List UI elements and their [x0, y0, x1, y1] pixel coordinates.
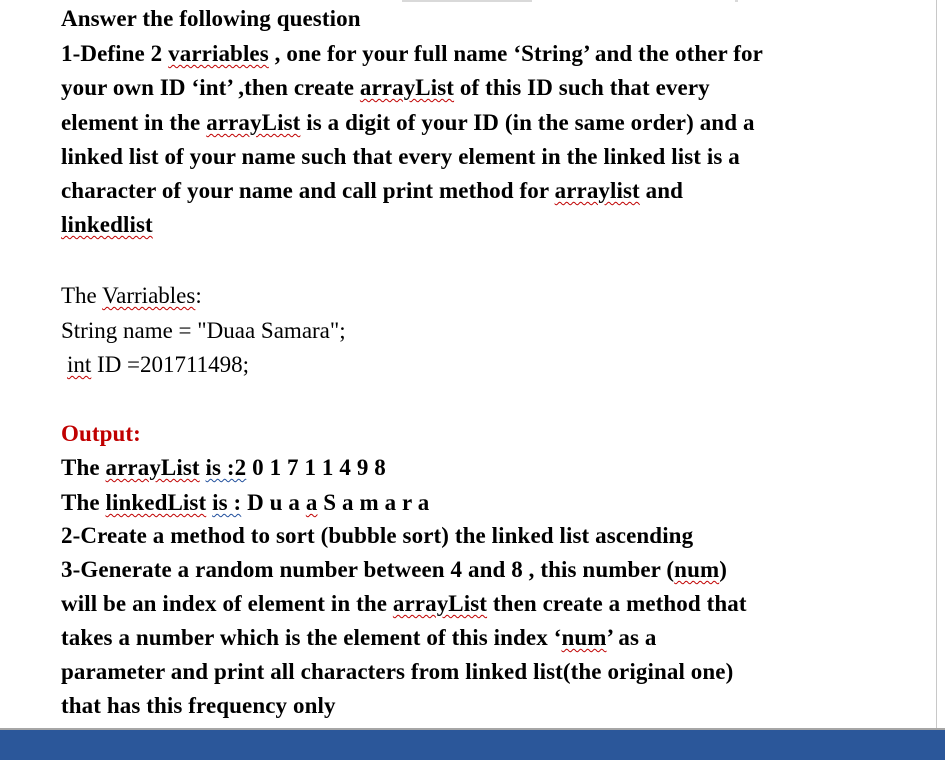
int-variable-rest: ID =201711498;: [91, 352, 250, 377]
q3-line-4: parameter and print all characters from linked list(the original one): [61, 659, 734, 684]
q3-line-2: [61, 591, 747, 617]
misspelled-word[interactable]: linkedList: [105, 490, 207, 515]
linkedlist-output: [61, 490, 429, 516]
question-heading: Answer the following question: [61, 6, 361, 31]
misspelled-word[interactable]: varriables: [168, 41, 269, 66]
q1-line-5-c: and: [639, 178, 684, 203]
variables-title-suffix: :: [195, 283, 202, 308]
misspelled-word[interactable]: linkedlist: [61, 212, 153, 237]
q3-line-3: [61, 625, 657, 651]
q1-line-4: [61, 144, 740, 170]
misspelled-word[interactable]: a: [305, 490, 318, 515]
variables-title-prefix: The: [61, 283, 103, 308]
misspelled-word[interactable]: Varriables: [102, 283, 196, 308]
linkedlist-chars: D u a: [241, 490, 306, 515]
grammar-flag[interactable]: is :2: [205, 455, 247, 480]
q1-line-2-c: of this ID such that every: [454, 75, 710, 100]
q1-line-5-a: character of your name and call print method for: [61, 178, 555, 203]
misspelled-word[interactable]: num: [674, 557, 720, 582]
q3-line-5: that has this frequency only: [61, 693, 336, 718]
q3-line-2-a: will be an index of element in the: [61, 591, 393, 616]
variables-title: [61, 283, 202, 309]
q1-line-3: [61, 110, 755, 136]
misspelled-word[interactable]: arrayList: [359, 75, 455, 100]
q1-line-2-a: your own ID ‘int’ ,then create: [61, 75, 360, 100]
int-variable-line: [67, 352, 249, 378]
string-variable-line: String name = "Duaa Samara";: [61, 318, 346, 343]
q3-line-1-a: 3-Generate a random number between 4 and 8 , this number (: [61, 557, 675, 582]
q3-line-3-c: ’ as a: [606, 625, 657, 650]
misspelled-word[interactable]: arrayList: [206, 110, 301, 135]
q2-line: 2-Create a method to sort (bubble sort) the linked list ascending: [61, 523, 694, 548]
arraylist-output: [61, 455, 386, 481]
misspelled-word[interactable]: arraylist: [554, 178, 640, 203]
q3-line-3-a: takes a number which is the element of this index ‘: [61, 625, 562, 650]
q1-line-6: [61, 212, 153, 238]
q3-line-2-c: then create a method that: [487, 591, 747, 616]
misspelled-word[interactable]: arrayList: [392, 591, 488, 616]
top-artifacts: [0, 0, 945, 4]
q1-line-3-a: element in the: [61, 110, 207, 135]
arraylist-output-prefix: The: [61, 455, 106, 480]
q1-line-1-a: 1-Define 2: [61, 41, 169, 66]
misspelled-word[interactable]: num: [561, 625, 607, 650]
q1-line-4-a: linked list of your name such that every element in the linked list is a: [61, 144, 740, 169]
misspelled-word[interactable]: arrayList: [105, 455, 200, 480]
arraylist-digits: 0 1 7 1 1 4 9 8: [246, 455, 386, 480]
q1-line-2: [61, 75, 710, 101]
linkedlist-chars-rest: S a m a r a: [317, 490, 430, 515]
misspelled-word[interactable]: int: [67, 352, 92, 377]
q1-line-1-c: , one for your full name ‘String’ and the other for: [268, 41, 763, 66]
q1-line-5: [61, 178, 683, 204]
grammar-flag[interactable]: is :: [212, 490, 242, 515]
linkedlist-output-prefix: The: [61, 490, 106, 515]
status-bar: [0, 730, 945, 760]
output-label: Output:: [61, 421, 141, 446]
q1-line-1: [61, 41, 763, 67]
q3-line-1-c: ): [719, 557, 727, 582]
q3-line-1: [61, 557, 727, 583]
q1-line-3-c: is a digit of your ID (in the same order) and a: [300, 110, 755, 135]
